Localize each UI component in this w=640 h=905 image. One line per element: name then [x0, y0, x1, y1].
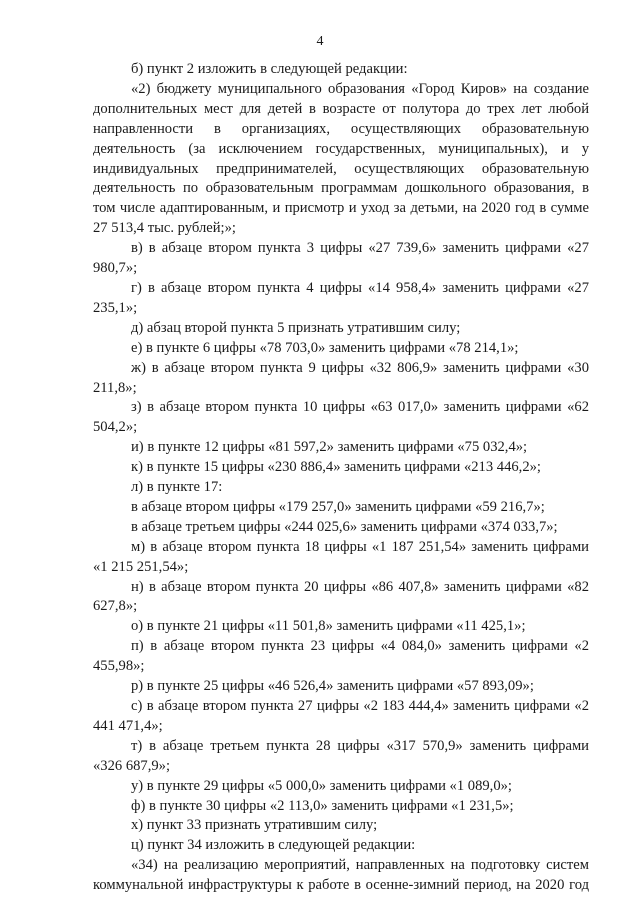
paragraph-i: и) в пункте 12 цифры «81 597,2» заменить цифрами «75 032,4»;: [131, 439, 528, 456]
paragraph-e: е) в пункте 6 цифры «78 703,0» заменить цифрами «78 214,1»;: [131, 339, 519, 356]
paragraph-g: г) в абзаце втором пункта 4 цифры «14 958,4» заменить цифрами «27 235,1»;: [93, 279, 589, 316]
paragraph-s: с) в абзаце втором пункта 27 цифры «2 183 444,4» заменить цифрами «2 441 471,4»;: [93, 698, 589, 734]
paragraph-o: о) в пункте 21 цифры «11 501,8» заменить цифрами «11 425,1»;: [131, 618, 526, 635]
paragraph-b: б) пункт 2 изложить в следующей редакции:: [131, 61, 408, 77]
paragraph-r: р) в пункте 25 цифры «46 526,4» заменить цифрами «57 893,09»;: [131, 678, 534, 695]
paragraph-f: ф) в пункте 30 цифры «2 113,0» заменить цифрами «1 231,5»;: [131, 797, 514, 814]
paragraph-z: з) в абзаце втором пункта 10 цифры «63 017,0» заменить цифрами «62 504,2»;: [93, 399, 589, 436]
paragraph-l: л) в пункте 17:: [131, 479, 223, 496]
paragraph-k: к) в пункте 15 цифры «230 886,4» заменить цифрами «213 446,2»;: [131, 459, 541, 476]
paragraph-zh: ж) в абзаце втором пункта 9 цифры «32 806,9» заменить цифрами «30 211,8»;: [93, 359, 589, 396]
paragraph-d: д) абзац второй пункта 5 признать утратившим силу;: [131, 319, 461, 336]
paragraph-ts: ц) пункт 34 изложить в следующей редакции:: [131, 837, 416, 854]
paragraph-l-second: в абзаце втором цифры «179 257,0» заменить цифрами «59 216,7»;: [131, 498, 545, 515]
paragraph-l-third: в абзаце третьем цифры «244 025,6» заменить цифрами «374 033,7»;: [131, 518, 558, 535]
paragraph-v: в) в абзаце втором пункта 3 цифры «27 739,6» заменить цифрами «27 980,7»;: [93, 240, 589, 277]
paragraph-quote-2: «2) бюджету муниципального образования «Город Киров» на создание дополнительных мест для детей в возрасте от полутора до трех лет любой направленности в организациях, осуществляющих образовательную деятельность (за исключением государственных, муниципальных), и у индивидуальных предпринимателей, осуществляющих образовательную деятельность по образовательным программам дошкольного образования, в том числе адаптированным, и присмотр и уход за детьми, на 2020 год в сумме 27 513,4 тыс. рублей;»;: [93, 80, 589, 237]
paragraph-u: у) в пункте 29 цифры «5 000,0» заменить цифрами «1 089,0»;: [131, 777, 512, 794]
page-number: 4: [316, 34, 324, 49]
paragraph-p: п) в абзаце втором пункта 23 цифры «4 084,0» заменить цифрами «2 455,98»;: [93, 638, 589, 675]
paragraph-quote-34: «34) на реализацию мероприятий, направленных на подготовку систем коммунальной инфраструктуры к работе в осенне-зимний период, на 2020 год: [93, 857, 589, 894]
document-body: [93, 60, 589, 896]
paragraph-m: м) в абзаце втором пункта 18 цифры «1 187 251,54» заменить цифрами «1 215 251,54»;: [93, 538, 589, 575]
paragraph-kh: х) пункт 33 признать утратившим силу;: [131, 817, 378, 834]
paragraph-t: т) в абзаце третьем пункта 28 цифры «317 570,9» заменить цифрами «326 687,9»;: [93, 737, 589, 774]
paragraph-n: н) в абзаце втором пункта 20 цифры «86 407,8» заменить цифрами «82 627,8»;: [93, 578, 589, 615]
